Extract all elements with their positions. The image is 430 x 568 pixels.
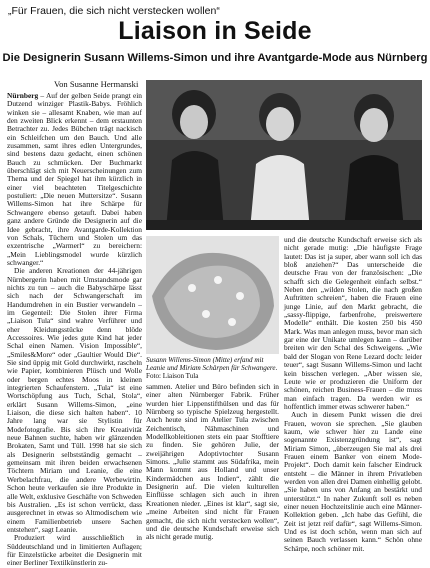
photo-caption [146, 356, 279, 380]
paragraph-text: – Auf der gelben Seide prangt ein Dutzend winziger Plastik-Babys. Fröhlich winken sie – allesamt Knaben, wie man auf den zweiten Blick erkennt – dem erstaunten Betrachter zu. Jedes Bübchen trägt nackisch ein Schleifchen um den Bauch. Und alle zusammen, samt ihres edlen Untergrundes, sind bestens dazu gedacht, einen schönen Bauch zu schmücken. Der Buchmarkt überschlägt sich mit Neuerscheinungen zum Thema und der Spiegel hat ihm kürzlich in einer viel beachteten Titelgeschichte postuliert: „Die neuen Muttersitze“. Susann Willems-Simon hat ihre Schärpe für Schwangere ebenso getauft. Dabei haben ganz andere Gründe die Designerin auf die Idee gebracht, ihre Avantgarde-Kollektion von Schals, Tüchern und Stolen um das exzentrische „Warmerl“ zu bereichern: „Mein Lieblingsmodel wurde kürzlich schwanger.“ [7, 91, 142, 267]
caption-credit: Foto: Liaison Tula [146, 372, 199, 380]
photo-illustration [146, 80, 422, 230]
subhead: Die Designerin Susann Willems-Simon und ihre Avantgarde-Mode aus Nürnberg [2, 52, 428, 64]
kicker: „Für Frauen, die sich nicht verstecken wollen“ [8, 5, 220, 17]
article-column-3 [284, 235, 422, 553]
paragraph [284, 411, 422, 553]
photo-three-women [146, 80, 422, 230]
paragraph [146, 383, 279, 542]
article-column-2 [146, 383, 279, 550]
paragraph [284, 236, 422, 411]
dateline: Nürnberg [7, 91, 39, 100]
headline: Liaison in Seide [118, 17, 312, 45]
paragraph-text: und die deutsche Kundschaft erweise sich als nicht gerade mutig: „Die häufigste Frage lautet: Das ist ja super, aber wann soll ich das bloß anziehen?“ Das unterscheide die deutsche Frau von der französischen: „Die schafft sich die Gelegenheit einfach selbst.“ Neben den „wilden Stolen, die nach großen Auftritten schreien“, haben die Frauen eine junge Linie, auf den Markt gebracht, die „sassy-flippige, farbenfrohe, preiswertere Modelle“ enthält. Die kosten 250 bis 450 Mark. Was man anlegen muss, bevor man sich gar eine der Unikate umlegen kann – darüber breiten wir den Schal des Schweigens. „Wie bald der Slogan von Rene Lezard doch: leider teuer“, sagt Susann Willems-Simon und lacht kein bisschen verlegen. „Aber wissen sie, Leute wie er produzieren die Uniform der schönen, reichen Business-Frauen – die muss man einfach tragen. Da werden wir es hoffentlich immer etwas schwerer haben.“ [284, 235, 422, 411]
caption-text: Susann Willems-Simon (Mitte) erfand mit Leanie und Miriam Schärpen für Schwangere. [146, 356, 278, 372]
article-column-1 [7, 91, 142, 568]
paragraph-text: Auch in diesem Punkt wissen die drei Frauen, wovon sie sprechen. „Sie glauben kaum, wie schwer hier zu Lande eine sogenannte Existenzgründung ist“, sagt Miriam Simon, „überzeugen Sie mal als drei Frauen einem Banker von einem Mode-Projekt“. Doch damit kein falscher Eindruck entsteht – die Männer in ihrem Privatleben werden von allen drei Damen einhellig gelobt. „Sie haben uns von Anfang an bestärkt und unterstützt.“ In naher Zukunft soll es neben einer neuen Hochzeitslinie auch eine Männer-Kollektion geben. „Ich habe das Gefühl, die Zeit ist jetzt reif dafür“, sagt Willems-Simon. Und es ist doch schön, wenn man sich auf seinen Bauch verlassen kann.“ Schön ohne Schärpe, noch schöner mit. [284, 410, 422, 553]
photo-scarf [146, 236, 279, 354]
byline: Von Susanne Hermanski [54, 79, 139, 89]
scarf-illustration [146, 236, 279, 354]
paragraph [7, 92, 142, 267]
paragraph-text: sammen. Atelier und Büro befinden sich in einer alten Nürnberger Fabrik. Früher wurden hier Lippenstifthülsen und das für Nürnberg so typische Spielzeug hergestellt. Auch heute sind im Atelier Tula zwischen Zeichentisch, Nähmaschinen und Modellkobleitionen stets ein paar Stofftiere zu finden. Sie gehören Julie, der zweijährigen Adoptivtochter Susann Simons. „Julie stammt aus Südafrika, mein Mann kommt aus Holland und unser Kindermädchen aus Indien“, zählt die Designerin auf. Die vielen kulturellen Einflüsse schlagen sich auch in ihren Kreationen nieder. „Eines ist klar“, sagt sie, „meine Arbeiten sind nicht für Frauen gemacht, die sich nicht verstecken wollen“, und die deutsche Kundschaft erweise sich als nicht gerade mutig. [146, 382, 279, 542]
paragraph [7, 534, 142, 567]
paragraph [7, 267, 142, 534]
paragraph-text: Die anderen Kreationen der 44-jährigen Nürnbergerin haben mit Umstandsmode gar nichts zu tun – auch die Babyschärpe lässt sich nach der Schwangerschaft im Handumdrehen in ein Bustier verwandeln – im Gegenteil: Die Stolen ihrer Firma „Liaison Tula“ sind wahre Verführer und eher Kleidungsstücke denn blöde Accessoires. Wie jedes gute Kind hat jeder Schal einen Namen. Vision Impossible“, „Smiles&More“ oder „Gaultier Would Die“. Sie sind üppig mit Gold durchwirkt, rascheln wie Papier, kombinieren Plüsch und Wolle oder bergen echtes Moos in kleinen integrierten Schaufenstern. „Tula“ ist eine Wortschöpfung aus Tuch, Schal, Stola“, erklärt Susann Willems-Simon, „eine Liaison, die diese sich halten haben“. 10 Jahre lang war sie Stylistin für Modefotografie. Bis sich ihre Kreativität neue Bahnen suchte, haben wir glänzenden Brokaten, Samt und Tüll. 1998 hat sie sich als Designerin selbstständig gemacht – gemeinsam mit ihren beiden erwachsenen Töchtern Miriam und Leanie, die eine Werbelachfrau, die andere Werbewirtin. Schon heute verkaufen sie ihre Produkte in alle Welt, exklusive Geschäfte von Schweden bis Australien. „Es ist schon verrückt, dass ausgerechnet in etwas so Altmodischem wie einem Familienbetrieb unsere Sachen entstehen“, sagt Leanie. [7, 266, 142, 534]
paragraph-text: Produziert wird ausschließlich in Süddeutschland und in limitierten Auflagen; für Einzelstücke arbeitet die Designerin mit einer Berliner Textilkünstlerin zu- [7, 533, 142, 568]
